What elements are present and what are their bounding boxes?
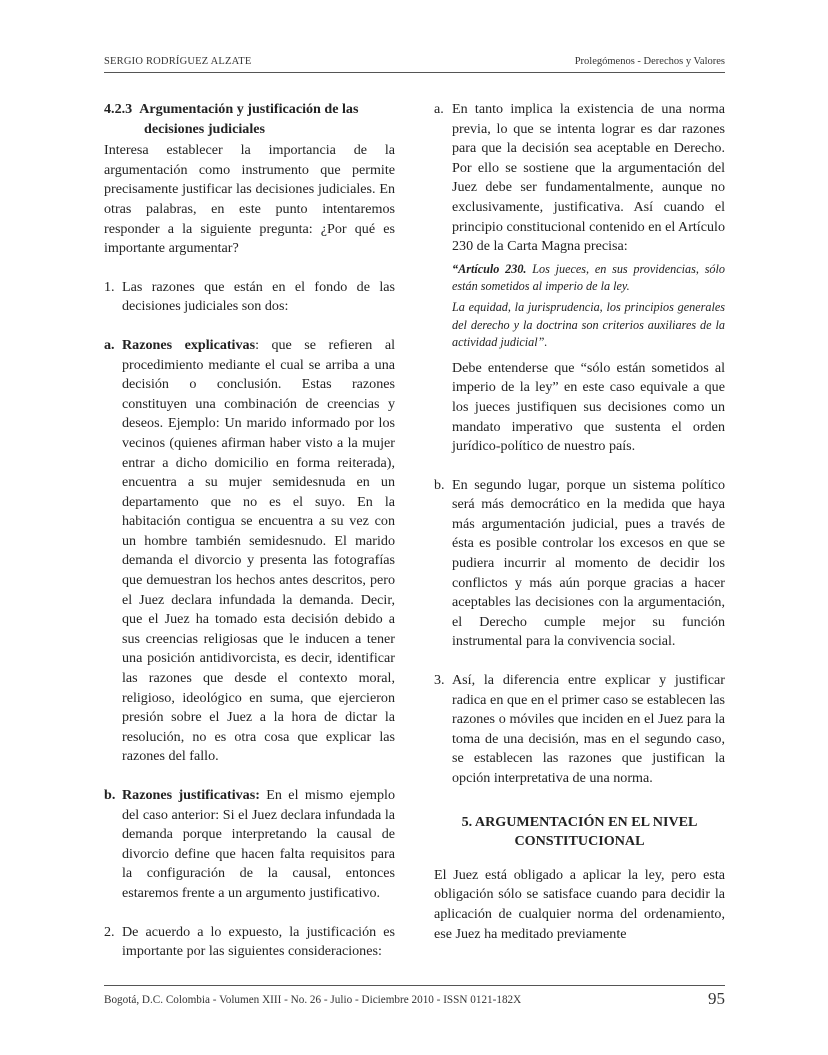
after-quote-paragraph: Debe entenderse que “sólo están sometidos al imperio de la ley” en este caso equivale a que los jueces justifiquen sus decisiones como un mandato imperativo que sustenta el orden jurídico-político de nuestro país.: [452, 359, 725, 455]
section-heading: [104, 100, 395, 139]
quote-line-1: [452, 261, 725, 296]
intro-paragraph: Interesa establecer la importancia de la argumentación como instrumento que permite precisamente justificar las decisiones judiciales. En otras palabras, en este punto intentaremos responder a la siguiente pregunta: ¿Por qué es importante argumentar?: [104, 142, 395, 257]
list-item-b-democratico: [434, 476, 725, 652]
quote-line-2: La equidad, la jurisprudencia, los principios generales del derecho y la doctrina son criterios auxiliares de la actividad judicial”.: [452, 299, 725, 350]
list-marker: a.: [434, 101, 444, 117]
list-item-text: Así, la diferencia entre explicar y justificar radica en que en el primer caso se establecen las razones o móviles que inciden en el Juez para la toma de una decisión, mas en el segundo caso, se establecen las razones que justifican la opción interpretativa de una norma.: [452, 672, 725, 786]
header-journal-section: Prolegómenos - Derechos y Valores: [574, 56, 725, 67]
list-item-a-norma: [434, 100, 725, 257]
section-5-heading: [434, 813, 725, 852]
list-marker: a.: [104, 336, 115, 353]
list-marker: b.: [104, 787, 116, 803]
section-5-heading-line-1: 5. ARGUMENTACIÓN EN EL NIVEL: [461, 813, 698, 830]
left-column: [104, 100, 395, 962]
page-number: 95: [708, 989, 725, 1008]
list-item-a-explicativas: [104, 336, 395, 767]
list-item-text: En tanto implica la existencia de una norma previa, lo que se intenta lograr es dar razones para que la decisión sea aceptable en Derecho. Por ello se sostiene que la argumentación del Juez debe ser fundamentalmente, aunque no exclusivamente, justificativa. Así cuando el principio constitucional contenido en el Artículo 230 de la Carta Magna precisa:: [452, 101, 725, 255]
right-column: [434, 100, 725, 944]
list-item-b-justificativas: [104, 786, 395, 904]
list-item-text: De acuerdo a lo expuesto, la justificación es importante por las siguientes consideraciones:: [122, 923, 395, 960]
header-author: SERGIO RODRÍGUEZ ALZATE: [104, 56, 252, 67]
footer-rule: [104, 985, 725, 986]
list-item-text: En el mismo ejemplo del caso anterior: Si el Juez declara infundada la demanda porque interpretando la causal de divorcio define que hacen falta requisitos para la configuración de la causal, entonces estaremos frente a un argumento justificativo.: [122, 787, 395, 901]
quote-head: “Artículo 230.: [452, 261, 527, 276]
list-item-text: Las razones que están en el fondo de las decisiones judiciales son dos:: [122, 278, 395, 315]
term-label: Razones explicativas: [122, 336, 256, 353]
term-label: Razones justificativas:: [122, 787, 260, 803]
list-marker: 1.: [104, 278, 115, 295]
quote-text: Los jueces, en sus providencias, sólo están sometidos al imperio de la ley.: [452, 261, 726, 294]
footer-citation: Bogotá, D.C. Colombia - Volumen XIII - No. 26 - Julio - Diciembre 2010 - ISSN 0121-182X: [104, 994, 522, 1006]
list-item-1: [104, 278, 395, 317]
section-5-heading-line-2: CONSTITUCIONAL: [514, 833, 645, 850]
running-header: [104, 56, 725, 72]
running-footer: [104, 991, 725, 1011]
list-item-text: : que se refieren al procedimiento mediante el cual se arriba a una decisión o conclusión. Estas razones constituyen una combinación de creencias y deseos. Ejemplo: Un marido informado por los vecinos (quienes afirman haber visto a la mujer entrar a dicho domicilio en forma reiterada), encuentra a su mujer semidesnuda en un departamento que no es el suyo. En la habitación contigua se encuentra a su vez con un hombre también semidesnudo. El marido demanda el divorcio y presenta las fotografías que demuestran los hechos antes descritos, pero el Juez declara infundada la demanda. Decir, que el Juez ha tomado esta decisión debido a sus creencias religiosas que le inducen a tener una posición antidivorcista, es decir, identificar las razones que desde el contexto moral, religioso, ideológico en suma, que ejercieron presión sobre el Juez a la hora de dictar la resolución, no es otra cosa que explicar las razones del fallo.: [122, 336, 395, 765]
list-item-3: [434, 671, 725, 789]
list-marker: 3.: [434, 672, 445, 689]
list-marker: b.: [434, 476, 445, 493]
section-title: Argumentación y justificación de las decisiones judiciales: [139, 101, 359, 137]
section-5-body: El Juez está obligado a aplicar la ley, pero esta obligación sólo se satisface cuando para decidir la aplicación de cualquier norma del ordenamiento, ese Juez ha meditado previamente: [434, 866, 725, 942]
list-item-text: En segundo lugar, porque un sistema político será más democrático en la medida que haya más argumentación judicial, pues a través de ésta es posible controlar los excesos en que se pudiera incurrir al momento de decidir los conflictos y más aún porque gracias a hacer aceptables las decisiones con la argumentación, el Derecho cumple mejor su función instrumental para la convivencia social.: [452, 476, 725, 650]
list-item-2: [104, 923, 395, 962]
block-quote: [434, 261, 725, 352]
list-marker: 2.: [104, 923, 115, 940]
header-rule: [104, 72, 725, 73]
section-number: 4.2.3: [104, 101, 133, 117]
